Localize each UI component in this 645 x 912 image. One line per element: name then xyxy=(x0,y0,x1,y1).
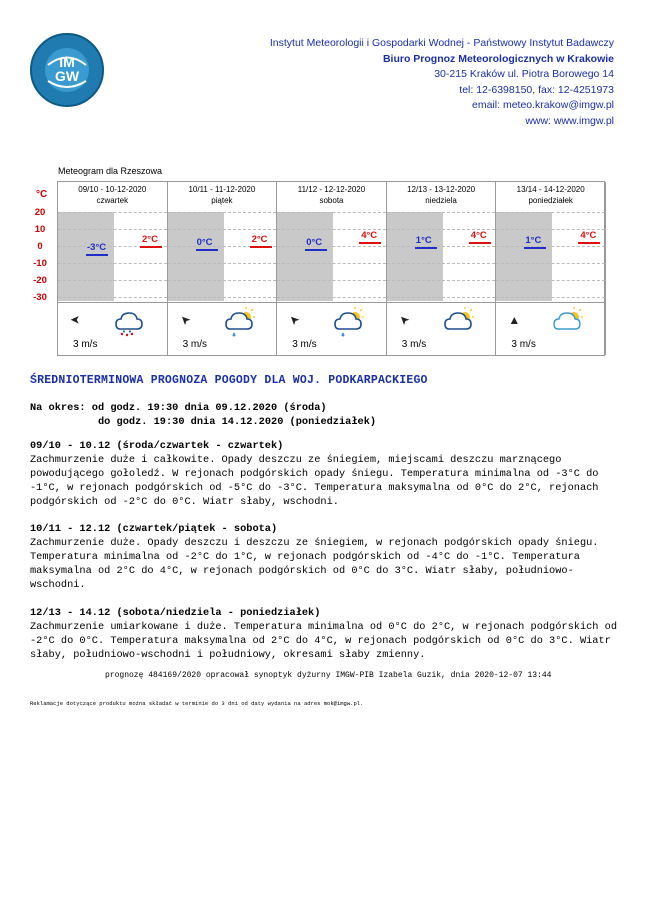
grid-line xyxy=(58,280,167,281)
forecast-title: ŚREDNIOTERMINOWA PROGNOZA POGODY DLA WOJ. PODKARPACKIEGO xyxy=(30,374,428,387)
max-temp-line xyxy=(469,242,491,244)
wind-speed: 3 m/s xyxy=(182,339,208,350)
grid-line xyxy=(277,263,386,264)
temperature-area xyxy=(387,212,496,301)
grid-line xyxy=(387,246,496,247)
grid-line xyxy=(58,212,167,213)
min-temp-label: 1°C xyxy=(525,235,542,247)
day-column xyxy=(58,182,168,355)
forecast-period-end: do godz. 19:30 dnia 14.12.2020 (poniedziałek) xyxy=(98,416,377,428)
y-tick-label: 10 xyxy=(34,224,46,235)
sun-cloud-rain-icon xyxy=(222,307,258,344)
night-shading xyxy=(496,212,552,301)
max-temp-label: 4°C xyxy=(580,230,597,242)
day-range: 11/12 - 12-12-2020 xyxy=(297,185,366,194)
wind-speed: 3 m/s xyxy=(511,339,536,350)
max-temp-line xyxy=(140,246,162,248)
sun-cloud-icon xyxy=(441,307,477,344)
grid-line xyxy=(277,280,386,281)
website[interactable]: www: www.imgw.pl xyxy=(525,114,614,127)
y-tick-label: -30 xyxy=(33,292,47,303)
temperature-area xyxy=(277,212,386,301)
grid-line xyxy=(168,263,277,264)
south-arrow-icon: ▲ xyxy=(508,313,521,327)
grid-line xyxy=(277,212,386,213)
day-range: 09/10 - 10-12-2020 xyxy=(78,185,147,194)
y-tick-label: 20 xyxy=(34,207,46,218)
phone-fax: tel: 12-6398150, fax: 12-4251973 xyxy=(459,83,614,96)
section-1-heading: 09/10 - 10.12 (środa/czwartek - czwartek) xyxy=(30,440,284,452)
grid-line xyxy=(58,297,167,298)
institute-header xyxy=(270,36,614,129)
grid-line xyxy=(168,297,277,298)
section-2-heading: 10/11 - 12.12 (czwartek/piątek - sobota) xyxy=(30,523,278,535)
day-column xyxy=(496,182,606,355)
day-header xyxy=(58,184,167,206)
wind-weather-row xyxy=(168,302,277,356)
min-temp-label: -3°C xyxy=(87,242,107,254)
max-temp-label: 2°C xyxy=(251,233,268,245)
y-tick-label: 0 xyxy=(37,241,43,252)
grid-line xyxy=(58,263,167,264)
section-1-text: Zachmurzenie duże i całkowite. Opady deszczu ze śniegiem, miejscami deszczu marznącego powodującego gołoledź. W rejonach podgórskich opady śniegu. Temperatura minimalna od -3°C do -1°C, w rejonach podgórskich od -5°C do -3°C. Temperatura maksymalna od 0°C do 2°C, rejonach podgórskich od -2°C do 0°C. Wiatr słaby, wschodni. xyxy=(30,454,599,508)
office-name: Biuro Prognoz Meteorologicznych w Krakowie xyxy=(382,52,614,65)
max-temp-line xyxy=(250,246,272,248)
wind-weather-row xyxy=(58,302,167,356)
day-name: piątek xyxy=(211,196,233,205)
temperature-area xyxy=(58,212,167,301)
grid-line xyxy=(496,280,605,281)
day-column xyxy=(277,182,387,355)
wind-speed: 3 m/s xyxy=(292,339,317,350)
night-shading xyxy=(168,212,224,301)
max-temp-line xyxy=(578,242,600,244)
section-2-text: Zachmurzenie duże. Opady deszczu i deszczu ze śniegiem, w rejonach podgórskich opady śniegu. Temperatura minimalna od -2°C do 1°C, w rejonach podgórskich od -4°C do -1°C. Temperatura maksymalna od 2°C do 4°C, w rejonach podgórskich od 0°C do 3°C. Wiatr słaby, południowo-wschodni. xyxy=(30,537,599,591)
wind-weather-row xyxy=(496,302,605,356)
grid-line xyxy=(387,280,496,281)
temperature-area xyxy=(168,212,277,301)
section-3-heading: 12/13 - 14.12 (sobota/niedziela - poniedziałek) xyxy=(30,607,321,619)
complaint-note: Reklamacje dotyczące produktu można składać w terminie do 3 dni od daty wydania na adres mok@imgw.pl. xyxy=(30,700,364,707)
svg-text:GW: GW xyxy=(54,68,80,84)
min-temp-line xyxy=(524,247,546,249)
day-header xyxy=(168,184,277,206)
southeast-arrow-icon: ➤ xyxy=(285,311,303,329)
grid-line xyxy=(387,297,496,298)
min-temp-line xyxy=(86,254,108,256)
grid-line xyxy=(168,229,277,230)
min-temp-label: 0°C xyxy=(196,237,213,248)
min-temp-line xyxy=(196,249,218,251)
grid-line xyxy=(277,297,386,298)
grid-line xyxy=(496,246,605,247)
max-temp-label: 4°C xyxy=(470,230,487,242)
y-tick-label: -10 xyxy=(33,258,47,269)
night-shading xyxy=(58,212,114,301)
southeast-arrow-icon: ➤ xyxy=(395,311,413,329)
wind-weather-row xyxy=(387,302,496,356)
day-range: 10/11 - 11-12-2020 xyxy=(188,185,256,194)
grid-line xyxy=(168,280,277,281)
max-temp-label: 2°C xyxy=(142,233,158,245)
min-temp-label: 0°C xyxy=(306,237,323,248)
wind-speed: 3 m/s xyxy=(401,339,427,350)
forecast-author: prognozę 484169/2020 opracował synoptyk dyżurny IMGW-PIB Izabela Guzik, dnia 2020-12-07 13:44 xyxy=(105,671,552,680)
institute-name: Instytut Meteorologii i Gospodarki Wodnej - Państwowy Instytut Badawczy xyxy=(269,37,614,49)
min-temp-label: 1°C xyxy=(415,235,432,247)
meteogram-title: Meteogram dla Rzeszowa xyxy=(58,166,163,176)
y-tick-label: -20 xyxy=(33,275,47,286)
grid-line xyxy=(58,229,167,230)
day-header xyxy=(277,184,386,206)
logo-graphic xyxy=(32,35,102,105)
grid-line xyxy=(387,212,496,213)
day-header xyxy=(387,184,496,206)
day-header xyxy=(496,184,605,206)
day-range: 12/13 - 13-12-2020 xyxy=(407,185,476,194)
email[interactable]: email: meteo.krakow@imgw.pl xyxy=(472,99,614,111)
temperature-area xyxy=(496,212,605,301)
east-arrow-icon: ➤ xyxy=(70,313,81,327)
sun-cloud-rain-icon xyxy=(331,307,367,344)
grid-line xyxy=(496,297,605,298)
day-name: czwartek xyxy=(96,196,129,205)
grid-line xyxy=(496,263,605,264)
max-temp-line xyxy=(359,242,381,244)
day-range: 13/14 - 14-12-2020 xyxy=(516,185,585,194)
grid-line xyxy=(387,263,496,264)
sun-cloud-light-icon xyxy=(550,307,586,344)
max-temp-label: 4°C xyxy=(361,230,378,242)
day-column xyxy=(387,182,497,355)
southeast-arrow-icon: ➤ xyxy=(176,311,194,329)
imgw-logo xyxy=(30,33,104,107)
night-shading xyxy=(387,212,443,301)
day-name: niedziela xyxy=(425,196,457,205)
min-temp-line xyxy=(305,249,327,251)
day-name: poniedziałek xyxy=(528,196,573,205)
day-column xyxy=(168,182,278,355)
wind-speed: 3 m/s xyxy=(73,339,98,350)
y-axis-unit: °C xyxy=(36,189,48,200)
forecast-period-start: Na okres: od godz. 19:30 dnia 09.12.2020 (środa) xyxy=(30,402,327,414)
svg-text:IM: IM xyxy=(59,54,75,70)
night-shading xyxy=(277,212,333,301)
section-3-text: Zachmurzenie umiarkowane i duże. Temperatura minimalna od 0°C do 2°C, w rejonach podgórskich od -2°C do 0°C. Temperatura maksymalna od 2°C do 4°C, w rejonach podgórskich od 0°C do 3°C. Wiatr słaby, południowo-wschodni i południowy, okresami słaby zmienny. xyxy=(30,621,618,661)
address: 30-215 Kraków ul. Piotra Borowego 14 xyxy=(434,68,614,80)
wind-weather-row xyxy=(277,302,386,356)
min-temp-line xyxy=(415,247,437,249)
meteogram-chart xyxy=(57,181,605,356)
cloud-rain-snow-icon xyxy=(112,307,148,344)
grid-line xyxy=(496,212,605,213)
day-name: sobota xyxy=(319,196,344,205)
grid-line xyxy=(168,212,277,213)
grid-line xyxy=(277,246,386,247)
